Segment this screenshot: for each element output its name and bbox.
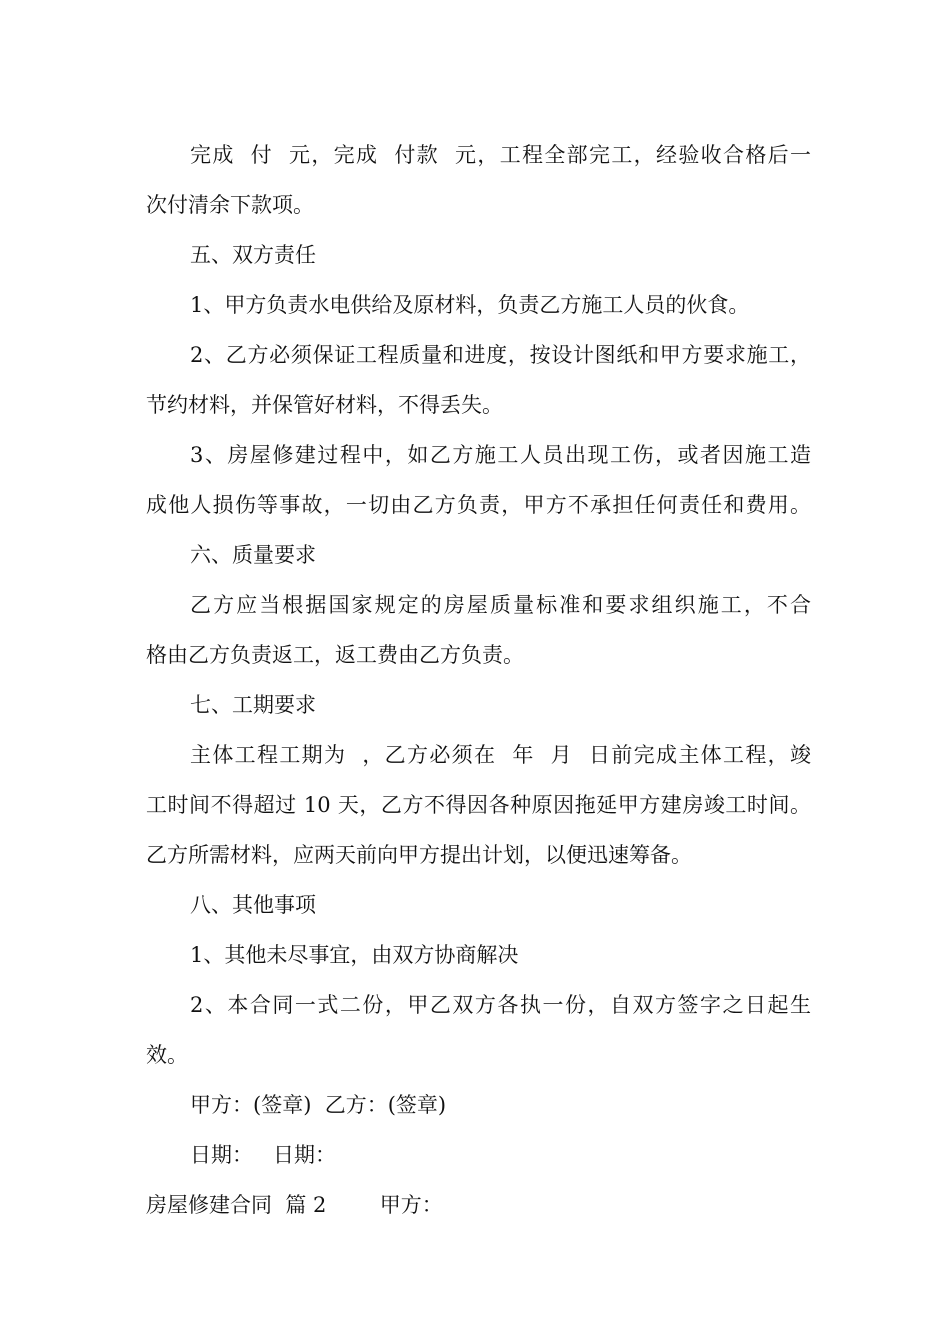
text-line: 主体工程工期为 ，乙方必须在 年 月 日前完成主体工程，竣 <box>190 743 811 767</box>
document-body <box>146 130 811 1230</box>
text-line: 完成 付 元，完成 付款 元，工程全部完工，经验收合格后一 <box>190 143 811 167</box>
text-line: 乙方所需材料，应两天前向甲方提出计划，以便迅速筹备。 <box>146 843 692 867</box>
text-line: 2、本合同一式二份，甲乙双方各执一份，自双方签字之日起生 <box>190 993 811 1017</box>
signature-line: 甲方：(签章) 乙方：(签章) <box>190 1093 447 1117</box>
section-heading: 七、工期要求 <box>190 693 316 717</box>
text-line: 1、甲方负责水电供给及原材料，负责乙方施工人员的伙食。 <box>190 293 750 317</box>
section-heading: 六、质量要求 <box>190 543 316 567</box>
text-line: 格由乙方负责返工，返工费由乙方负责。 <box>146 643 524 667</box>
section-heading: 八、其他事项 <box>190 893 316 917</box>
text-line: 工时间不得超过 10 天，乙方不得因各种原因拖延甲方建房竣工时间。 <box>146 793 811 817</box>
text-line: 成他人损伤等事故，一切由乙方负责，甲方不承担任何责任和费用。 <box>146 493 811 517</box>
text-line: 效。 <box>146 1043 188 1067</box>
section-heading: 五、双方责任 <box>190 243 316 267</box>
date-line: 日期： 日期： <box>190 1143 337 1167</box>
text-line: 次付清余下款项。 <box>146 193 314 217</box>
next-contract-heading: 房屋修建合同 篇 2 甲方： <box>146 1193 443 1217</box>
text-line: 乙方应当根据国家规定的房屋质量标准和要求组织施工，不合 <box>190 593 811 617</box>
text-line: 3、房屋修建过程中，如乙方施工人员出现工伤，或者因施工造 <box>190 443 811 467</box>
text-line: 1、其他未尽事宜，由双方协商解决 <box>190 943 519 967</box>
text-line: 节约材料，并保管好材料，不得丢失。 <box>146 393 503 417</box>
text-line: 2、乙方必须保证工程质量和进度，按设计图纸和甲方要求施工， <box>190 343 811 367</box>
